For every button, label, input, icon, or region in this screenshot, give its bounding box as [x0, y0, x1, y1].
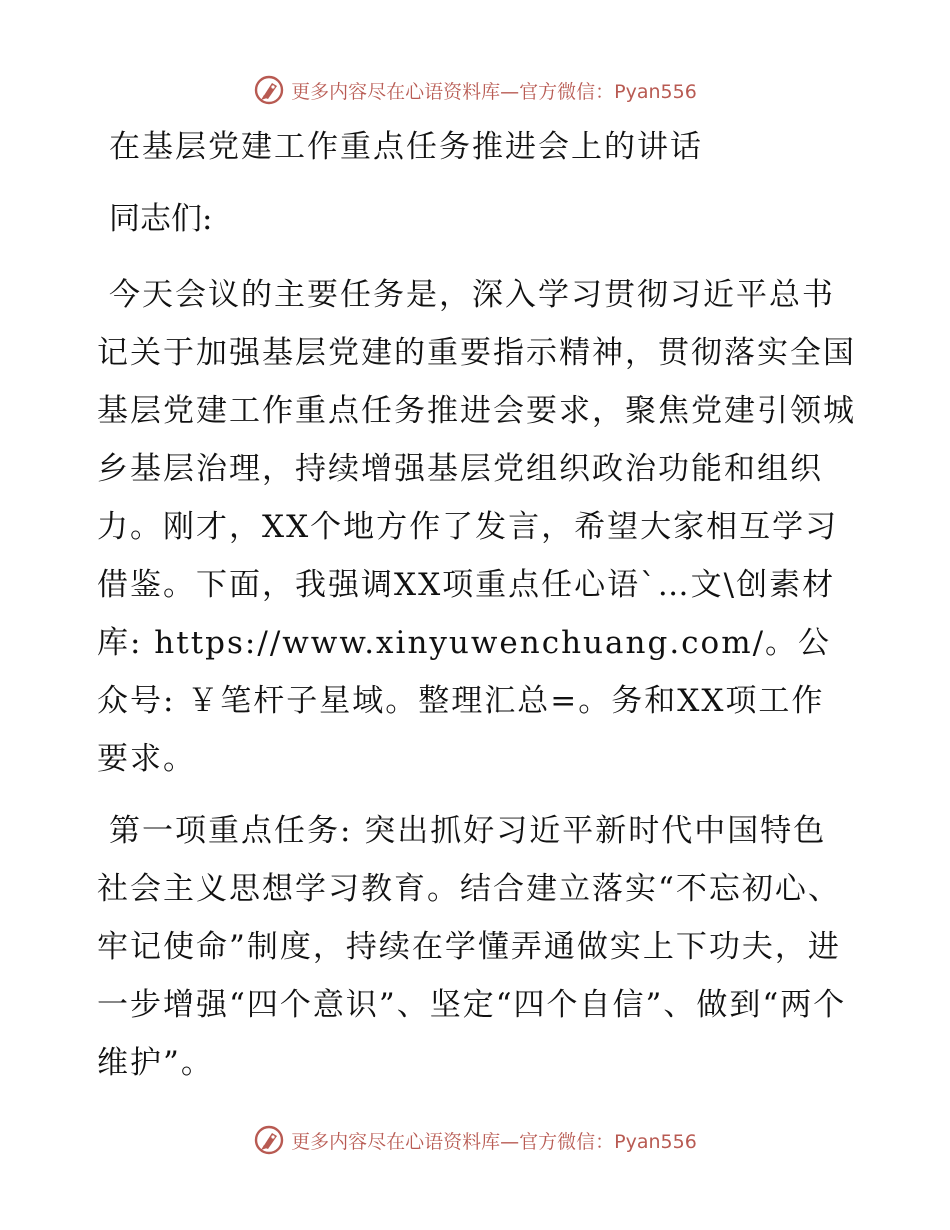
- header-watermark: [0, 70, 950, 110]
- document-title: 在基层党建工作重点任务推进会上的讲话: [109, 129, 703, 165]
- watermark-text: 更多内容尽在心语资料库—官方微信：Pyan556: [291, 1130, 697, 1153]
- paragraph: 第一项重点任务: 突出抓好习近平新时代中国特色社会主义思想学习教育。结合建立落实“不忘初心、牢记使命”制度，持续在学懂弄通做实上下功夫，进一步增强“四个意识”、坚定“四个自信”、做到“两个维护”。: [97, 813, 847, 1081]
- footer-watermark: [0, 1120, 950, 1160]
- paragraph: 今天会议的主要任务是，深入学习贯彻习近平总书记关于加强基层党建的重要指示精神，贯彻落实全国基层党建工作重点任务推进会要求，聚焦党建引领城乡基层治理，持续增强基层党组织政治功能和组织力。刚才，XX个地方作了发言，希望大家相互学习借鉴。下面，我强调XX项重点任心语`…文\创素材库: https://www.xinyuwenchuang.com/。公众号: ￥笔杆子星域。整理汇总=。务和XX项工作要求。: [97, 277, 856, 777]
- watermark-text: 更多内容尽在心语资料库—官方微信：Pyan556: [291, 80, 697, 103]
- pen-nib-logo-icon: [253, 1124, 285, 1156]
- pen-nib-logo-icon: [253, 74, 285, 106]
- greeting: 同志们:: [109, 201, 213, 237]
- document-body: [97, 124, 857, 1092]
